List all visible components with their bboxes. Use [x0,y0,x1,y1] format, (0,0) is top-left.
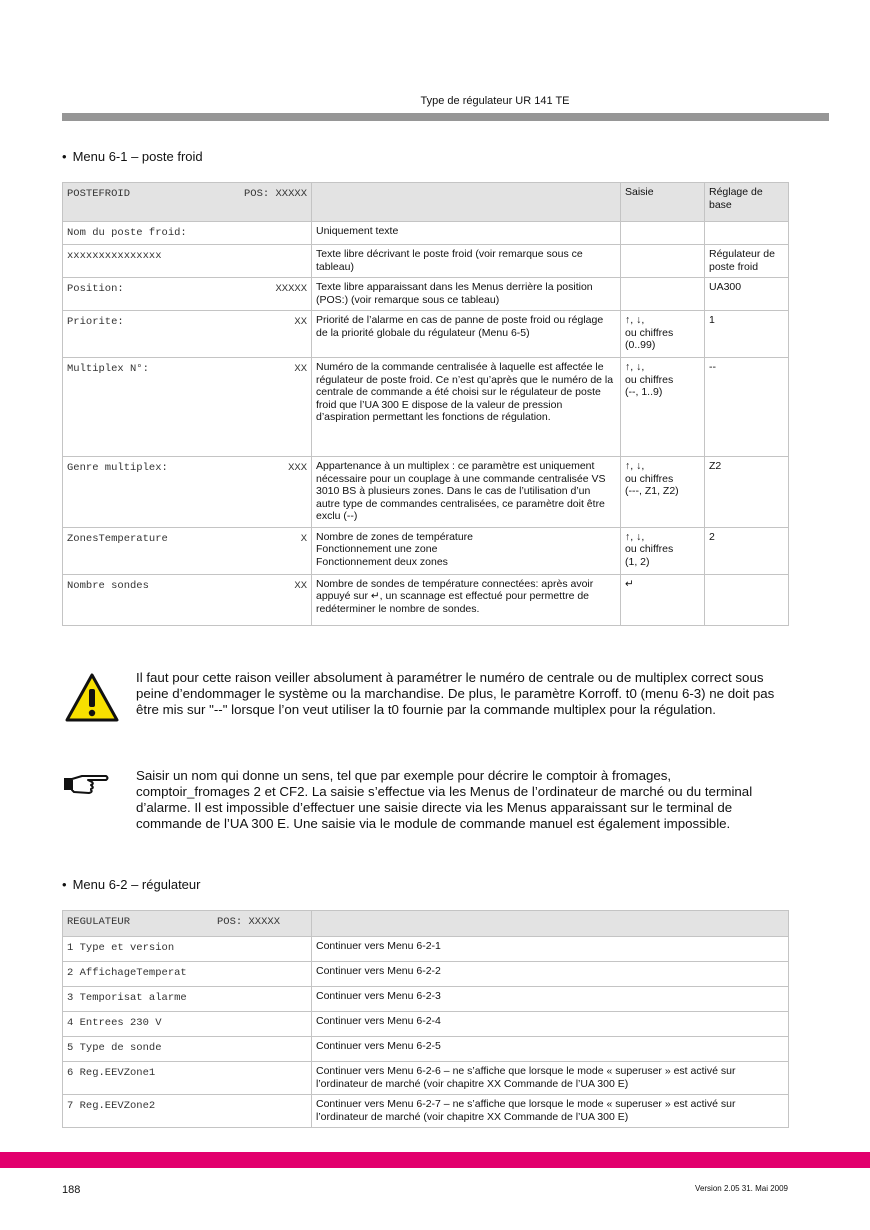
menu-item-description: Continuer vers Menu 6-2-1 [312,937,789,962]
table-row [63,222,789,245]
table-row [63,1095,789,1128]
table-row [63,278,789,311]
param-description: Appartenance à un multiplex : ce paramètre est uniquement nécessaire pour un couplage à une commande centralisée VS 3010 BS à plusieurs zones. Dans le cas de l’utilisation d’un autre type de commandes centralisées, ce paramètre doit être exclu (--) [312,457,621,528]
pointing-hand-icon [62,770,110,796]
param-reglage: Régulateur de poste froid [705,245,789,278]
saisie-line: ou chiffres [625,472,674,485]
menu-item-code: 2 AffichageTemperat [63,962,312,987]
param-value: XXX [288,462,307,474]
param-description: Texte libre apparaissant dans les Menus derrière la position (POS:) (voir remarque sous ce tableau) [312,278,621,311]
header-saisie: Saisie [621,183,705,222]
saisie-line: ou chiffres [625,326,674,339]
param-saisie [621,222,705,245]
table-row [63,962,789,987]
param-cell [63,574,312,625]
bullet: • [62,877,67,892]
header-bar [62,113,829,121]
saisie-line: ↑, ↓, [625,314,645,326]
param-description: Uniquement texte [312,222,621,245]
saisie-line: (---, Z1, Z2) [625,485,679,497]
param-reglage: Z2 [705,457,789,528]
header-title: Type de régulateur UR 141 TE [420,95,570,107]
param-saisie [621,245,705,278]
header-desc [312,911,789,937]
param-reglage [705,574,789,625]
warning-icon [64,672,120,724]
param-value: XX [294,363,307,375]
param-saisie [621,311,705,358]
code-line [67,227,307,240]
saisie-line: ou chiffres [625,543,674,555]
menu-6-1-table [62,182,789,626]
menu-item-code: 1 Type et version [63,937,312,962]
saisie-line: (0..99) [625,339,656,351]
param-name: Multiplex N°: [67,363,149,375]
menu-item-description: Continuer vers Menu 6-2-3 [312,987,789,1012]
param-cell [63,278,312,311]
saisie-line: ↑, ↓, [625,361,645,373]
page-number: 188 [62,1184,81,1196]
param-cell [63,457,312,528]
header-code: POSTEFROID [67,188,131,200]
menu-item-description: Continuer vers Menu 6-2-7 – ne s’affiche que lorsque le mode « superuser » est activé sur l’ordinateur de marché (voir chapitre XX Commande de l’UA 300 E) [312,1095,789,1128]
code-line [67,363,307,376]
param-cell [63,311,312,358]
table-row [63,245,789,278]
param-reglage [705,222,789,245]
table-row [63,358,789,457]
param-name: Genre multiplex: [67,462,168,474]
param-saisie [621,527,705,574]
header-pos: POS: XXXXX [217,916,281,928]
param-name: Priorite: [67,316,124,328]
param-name: ZonesTemperature [67,532,168,545]
param-cell [63,527,312,574]
header-reglage: Réglage de base [705,183,789,222]
warning-note: Il faut pour cette raison veiller absolument à paramétrer le numéro de centrale ou de multiplex correct sous peine d’endommager le système ou la marchandise. De plus, le paramètre Korroff. t0 (menu 6-3) ne doit pas être mis sur "--" lorsque l’on veut utiliser la t0 fournie par la commande multiplex pour la régulation. [136,670,775,717]
saisie-line: ↵ [625,577,634,590]
code-line [67,316,307,329]
param-name: xxxxxxxxxxxxxxx [67,250,162,262]
section-heading-menu-6-2: • Menu 6-2 – régulateur [62,877,201,892]
param-cell [63,245,312,278]
code-line [67,580,307,593]
header-code-cell [63,183,312,222]
table-row [63,937,789,962]
param-cell [63,358,312,457]
accent-bar [0,1152,870,1168]
param-name: Nombre sondes [67,579,149,592]
header-desc [312,183,621,222]
menu-item-description: Continuer vers Menu 6-2-5 [312,1037,789,1062]
param-reglage: UA300 [705,278,789,311]
code-line [67,250,307,263]
param-description: Numéro de la commande centralisée à laquelle est affectée le régulateur de poste froid. Ce n’est qu’après que le numéro de la centrale de commande a été choisi sur le régulateur de poste froid que l’UA 300 E dispose de la valeur de pression d’aspiration permettant les fonctions de régulation. [312,358,621,457]
saisie-line: ↑, ↓, [625,460,645,472]
param-value: X [300,532,307,545]
table-row [63,1062,789,1095]
saisie-line: (1, 2) [625,555,650,568]
param-description: Nombre de sondes de température connectées: après avoir appuyé sur ↵, un scannage est effectué pour permettre de redéterminer le nombre de sondes. [312,574,621,625]
code-line [67,188,307,201]
param-name: Position: [67,283,124,295]
param-value: XXXXX [275,283,307,295]
param-description: Nombre de zones de température Fonctionnement une zone Fonctionnement deux zones [312,527,621,574]
menu-item-code: 7 Reg.EEVZone2 [63,1095,312,1128]
param-saisie [621,574,705,625]
param-value: XX [294,316,307,328]
section-heading-menu-6-1: • Menu 6-1 – poste froid [62,149,203,164]
table-header-row [63,911,789,937]
menu-item-description: Continuer vers Menu 6-2-6 – ne s’affiche que lorsque le mode « superuser » est activé sur l’ordinateur de marché (voir chapitre XX Commande de l’UA 300 E) [312,1062,789,1095]
param-saisie [621,358,705,457]
saisie-line: (--, 1..9) [625,386,663,398]
param-description: Priorité de l’alarme en cas de panne de poste froid ou réglage de la priorité globale du régulateur (Menu 6-5) [312,311,621,358]
menu-item-code: 5 Type de sonde [63,1037,312,1062]
version-date: Version 2.05 31. Mai 2009 [695,1184,788,1193]
saisie-line: ↑, ↓, [625,530,645,543]
table-row [63,574,789,625]
menu-item-code: 4 Entrees 230 V [63,1012,312,1037]
param-description: Texte libre décrivant le poste froid (voir remarque sous ce tableau) [312,245,621,278]
table-row [63,527,789,574]
header-pos: POS: XXXXX [243,188,307,200]
header-code: REGULATEUR [67,916,131,928]
menu-6-2-table [62,910,789,1128]
param-reglage: 1 [705,311,789,358]
table-row [63,987,789,1012]
param-reglage: -- [705,358,789,457]
param-reglage: 2 [705,527,789,574]
header-code-cell [63,911,312,937]
table-row [63,457,789,528]
param-saisie [621,278,705,311]
menu-item-code: 6 Reg.EEVZone1 [63,1062,312,1095]
hint-note: Saisir un nom qui donne un sens, tel que par exemple pour décrire le comptoir à fromages, comptoir_fromages 2 et CF2. La saisie s’effectue via les Menus de l’ordinateur de marché ou du terminal d’alarme. Il est impossible d’effectuer une saisie directe via les Menus apparaissant sur le terminal de commande de l’UA 300 E. Une saisie via le module de commande manuel est également impossible. [136,768,753,831]
bullet: • [62,149,67,164]
param-value: XX [294,579,307,592]
code-line [67,283,307,296]
code-line [67,533,307,546]
param-cell [63,222,312,245]
param-saisie [621,457,705,528]
menu-item-code: 3 Temporisat alarme [63,987,312,1012]
saisie-line: ou chiffres [625,373,674,386]
menu-item-description: Continuer vers Menu 6-2-2 [312,962,789,987]
table-row [63,1012,789,1037]
table-row [63,311,789,358]
code-line [67,916,307,929]
param-name: Nom du poste froid: [67,227,187,239]
code-line [67,462,307,475]
table-header-row [63,183,789,222]
menu-item-description: Continuer vers Menu 6-2-4 [312,1012,789,1037]
table-row [63,1037,789,1062]
